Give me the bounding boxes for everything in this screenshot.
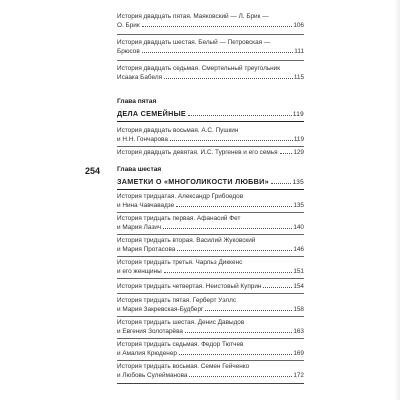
chapter-rule <box>117 121 304 122</box>
chapter-label: Глава шестая <box>117 166 162 173</box>
entry-page: 151 <box>293 267 304 275</box>
toc-entry <box>117 65 304 82</box>
entry-title-line2: и Амалия Крюденер <box>117 349 177 357</box>
entry-title-line1: История тридцать восьмая. Семен Гейченко <box>117 363 250 370</box>
entry-title-line2: и Мария Закревская-Будберг <box>117 305 204 313</box>
entry-title-line2: и Евгения Золотарёва <box>117 327 183 335</box>
entry-title-line2: Брюсов <box>117 47 140 55</box>
chapter-title-text: ЗАМЕТКИ О «МНОГОЛИКОСТИ ЛЮБВИ» <box>117 177 269 186</box>
entry-title-line2: и Мария Протасова <box>117 245 176 253</box>
entry-page: 158 <box>293 305 304 313</box>
toc-entry <box>117 237 304 254</box>
leader-dots <box>170 140 293 141</box>
toc-entry <box>117 319 304 336</box>
entry-title-line1: История двадцать седьмая. Смертельный треугольник <box>117 65 281 72</box>
entry-separator <box>117 212 304 213</box>
leader-dots <box>179 354 292 355</box>
toc-entry <box>117 259 304 276</box>
toc-entry <box>117 13 304 30</box>
toc-entry <box>117 215 304 232</box>
entry-separator <box>117 360 304 361</box>
entry-title-line1: История двадцать шестая. Белый — Петровская — <box>117 39 271 46</box>
entry-page: 119 <box>293 135 304 143</box>
entry-separator <box>117 34 304 35</box>
toc-entry <box>117 283 304 292</box>
entry-page: 169 <box>293 349 304 357</box>
leader-dots <box>188 115 292 116</box>
entry-title-line1: История тридцать вторая. Василий Жуковский <box>117 237 256 244</box>
chapter-rule <box>117 189 304 190</box>
entry-title-line1: История тридцатая. Александр Грибоедов <box>117 193 244 200</box>
entry-separator <box>117 278 304 279</box>
entry-title-line2: и Н.Н. Гончарова <box>117 135 168 143</box>
entry-title-line1: История двадцать пятая. Маяковский — Л. Брик — <box>117 13 269 20</box>
leader-dots <box>142 52 294 53</box>
chapter-page: 119 <box>292 111 304 118</box>
entry-title-line1: История тридцать первая. Афанасий Фет <box>117 215 241 222</box>
entry-page: 129 <box>293 149 304 156</box>
entry-page: 163 <box>293 327 304 335</box>
entry-title-line2: и Любовь Сулейманова <box>117 371 188 379</box>
chapter-page: 135 <box>292 179 304 186</box>
leader-dots <box>263 287 292 288</box>
entry-title-line1: История тридцать третья. Чарльз Диккенс <box>117 259 243 266</box>
entry-title-line1: История тридцать четвертая. Неистовый Куприн <box>117 283 262 290</box>
leader-dots <box>142 26 293 27</box>
leader-dots <box>164 272 293 273</box>
entry-title-line1: История тридцать пятая. Герберт Уэллс <box>117 297 237 304</box>
chapter-title <box>117 177 304 186</box>
entry-separator <box>117 316 304 317</box>
leader-dots <box>163 228 292 229</box>
leader-dots <box>164 78 293 79</box>
toc-entry <box>117 297 304 314</box>
entry-title-line2: и Нина Чавчавадзе <box>117 201 175 209</box>
chapter-label: Глава пятая <box>117 98 157 105</box>
bottom-rule <box>117 383 304 384</box>
entry-title-line1: История двадцать восьмая. А.С. Пушкин <box>117 127 239 134</box>
entry-separator <box>117 293 304 294</box>
entry-page: 115 <box>293 73 304 81</box>
entry-title-line1: История тридцать шестая. Денис Давыдов <box>117 319 245 326</box>
chapter-title <box>117 109 304 118</box>
entry-title-line2: и его женщины <box>117 267 162 275</box>
entry-title-line1: История тридцать седьмая. Федор Тютчев <box>117 341 244 348</box>
leader-dots <box>205 310 292 311</box>
page-number: 254 <box>85 166 101 176</box>
entry-title-line2: О. Брик <box>117 21 140 29</box>
toc-entry <box>117 193 304 210</box>
entry-page: 172 <box>293 371 304 379</box>
toc-entry <box>117 127 304 144</box>
toc-entry <box>117 341 304 358</box>
page-edge-shadow <box>394 0 400 400</box>
leader-dots <box>280 153 293 154</box>
entry-separator <box>117 234 304 235</box>
entry-title-line1: История двадцать девятая. И.С. Тургенев и его семья <box>117 149 278 156</box>
entry-page: 140 <box>293 223 304 231</box>
toc-entry <box>117 363 304 380</box>
entry-separator <box>117 60 304 61</box>
leader-dots <box>185 332 292 333</box>
entry-page: 154 <box>293 283 304 290</box>
page-gutter <box>0 0 48 400</box>
entry-page: 146 <box>293 245 304 253</box>
entry-page: 111 <box>294 47 304 55</box>
entry-page: 135 <box>293 201 304 209</box>
entry-separator <box>117 146 304 147</box>
entry-title-line2: и Мария Лазич <box>117 223 162 231</box>
leader-dots <box>189 376 292 377</box>
leader-dots <box>271 183 292 184</box>
chapter-title-text: ДЕЛА СЕМЕЙНЫЕ <box>117 109 186 118</box>
entry-page: 106 <box>293 21 304 29</box>
leader-dots <box>176 206 292 207</box>
entry-separator <box>117 338 304 339</box>
entry-title-line2: Исаака Бабеля <box>117 73 163 81</box>
entry-separator <box>117 256 304 257</box>
toc-entry <box>117 39 304 56</box>
toc-entry <box>117 149 304 158</box>
leader-dots <box>177 250 292 251</box>
